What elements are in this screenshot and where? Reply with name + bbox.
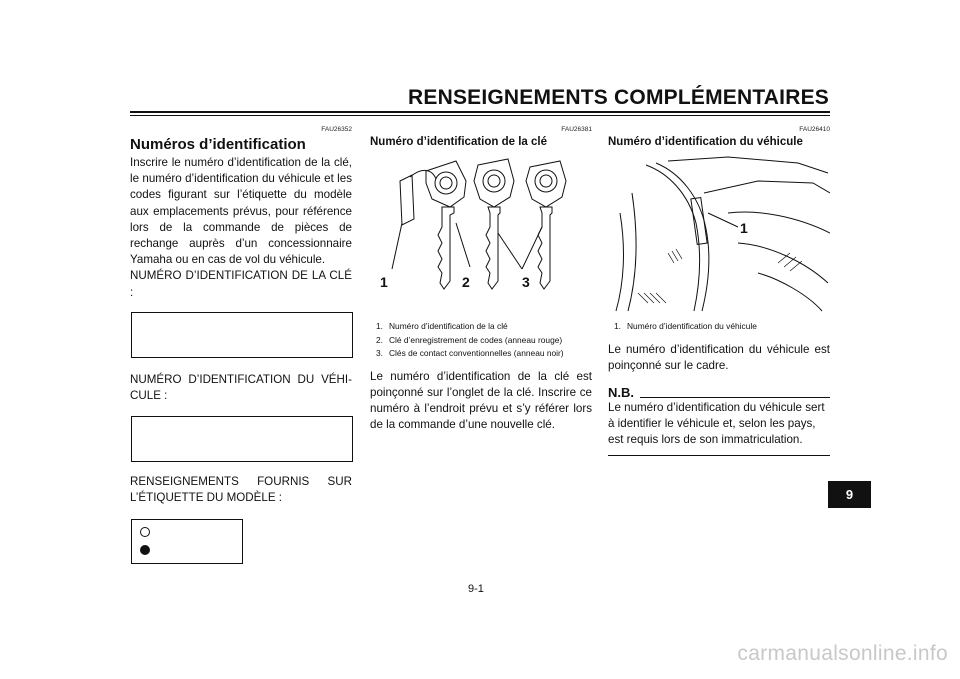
vehicle-paragraph: Le numéro d’identification du véhicule est poinçonné sur le cadre.	[608, 342, 830, 372]
column-key-number	[370, 125, 592, 433]
intro-paragraph: Inscrire le numéro d’identification de la clé, le numéro d’identification du véhicule et les codes figurant sur l’étiquette du modèle aux emplacements prévus, pour référence lors de la commande de pièces de rechange auprès d’un concessionnaire Yamaha ou en cas de vol du véhicule.	[130, 156, 352, 267]
note-rule	[640, 397, 830, 398]
model-label-label: RENSEIGNEMENTS FOURNIS SUR L’ÉTIQUETTE DU MODÈLE :	[130, 475, 352, 505]
chapter-tab: 9	[828, 481, 871, 508]
open-circle-icon	[140, 527, 150, 537]
leader-line-3b	[498, 233, 522, 269]
figure-label-2: 2	[462, 274, 470, 290]
key-number-label: NUMÉRO D’IDENTIFICATION DE LA CLÉ :	[130, 269, 352, 299]
header-rule-thin	[130, 115, 830, 116]
key-paragraph: Le numéro d’identification de la clé est poinçonné sur l’onglet de la clé. Inscrire ce numéro à l’endroit prévu et s’y référer lors de la commande d’une nouvelle clé.	[370, 369, 592, 432]
section-code: FAU26410	[799, 126, 830, 133]
section-code: FAU26352	[321, 126, 352, 133]
callout-item: 3. Clés de contact conventionnelles (anneau noir)	[376, 348, 564, 358]
watermark: carmanualsonline.info	[737, 642, 948, 665]
callout-item: 2. Clé d’enregistrement de codes (anneau rouge)	[376, 334, 563, 345]
key-tag-icon	[400, 170, 436, 225]
page-title: RENSEIGNEMENTS COMPLÉMENTAIRES	[408, 86, 829, 109]
figure-callouts	[614, 321, 830, 332]
column-vehicle-number	[608, 125, 830, 456]
header-rule	[130, 111, 830, 113]
note-header	[608, 386, 830, 400]
column-identification-numbers	[130, 125, 352, 564]
key-1-icon	[426, 161, 466, 289]
figure-label-3: 3	[522, 274, 530, 290]
vehicle-number-box	[131, 416, 353, 462]
figure-callouts	[376, 321, 592, 359]
section-heading: Numéro d’identification de la clé	[370, 136, 548, 148]
section-heading: Numéro d’identification du véhicule	[608, 136, 803, 148]
key-number-box	[131, 312, 353, 358]
callout-item: 1. Numéro d’identification du véhicule	[614, 321, 757, 331]
vehicle-figure	[608, 153, 830, 313]
leader-line-1	[392, 223, 402, 269]
note-bottom-rule	[608, 455, 830, 456]
frame-illustration	[608, 153, 830, 313]
key-3-icon	[526, 161, 566, 289]
filled-circle-icon	[140, 545, 150, 555]
note-text: Le numéro d’identification du véhicule sert à identifier le véhicule et, selon les pays, est requis lors de son immatriculation.	[608, 400, 825, 447]
callout-item: 1. Numéro d’identification de la clé	[376, 321, 508, 331]
model-label-box	[131, 519, 243, 564]
vehicle-number-label: NUMÉRO D’IDENTIFICATION DU VÉHI-CULE :	[130, 372, 352, 403]
figure-label-1: 1	[740, 220, 748, 236]
keys-figure	[370, 153, 592, 313]
key-2-icon	[474, 159, 514, 289]
keys-illustration	[370, 153, 592, 313]
note-title: N.B.	[608, 384, 634, 400]
section-heading: Numéros d’identification	[130, 136, 306, 153]
section-code: FAU26381	[561, 126, 592, 133]
leader-line-2	[456, 223, 470, 267]
figure-label-1: 1	[380, 274, 388, 290]
page-number: 9-1	[468, 583, 484, 595]
leader-line-vehicle	[708, 213, 738, 227]
